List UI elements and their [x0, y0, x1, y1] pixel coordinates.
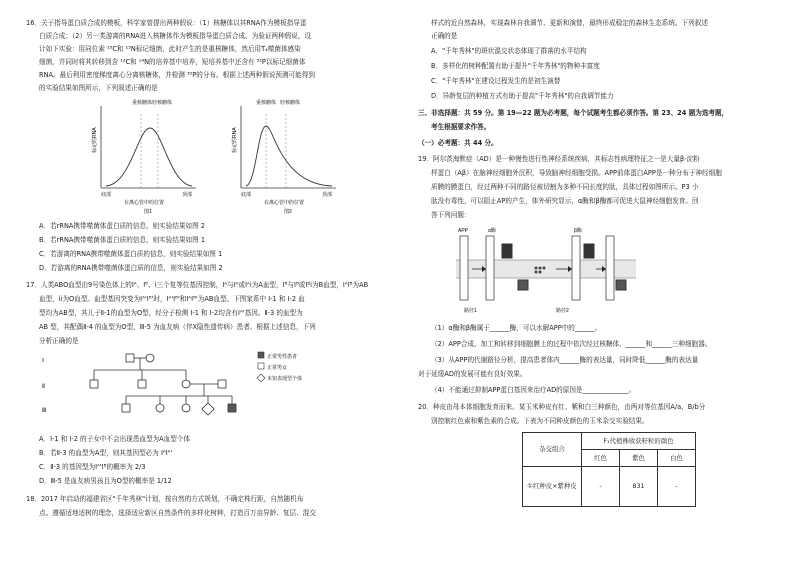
- q17-line-2: 血型，ii为O血型。血型基因突变为Iᴬ'Iᴮ'时，Iᴬ'Iᴮ'和IᴬIᴮ'为AB血型。下图家系中 I-1 和 I-2 血: [39, 295, 305, 303]
- table-subheader-red: 红色: [582, 450, 620, 467]
- individual-III-5: [228, 404, 236, 412]
- q17-line-5: 分析正确的是: [39, 337, 79, 345]
- q16-line-1: 16．关于指导蛋白质合成的模板，科学家曾提出两种假说：（1）核糖体以其RNA作为模板指导蛋: [26, 19, 307, 27]
- fig1-bottom: 底部: [101, 192, 112, 198]
- q18-option-c: C．"千年秀林"在建设过程发生的是初生演替: [431, 77, 561, 85]
- individual-I-2: [146, 354, 154, 362]
- q16-option-c: C．若游离的RNA携带噬菌体蛋白质的信息，则实验结果如图 1: [39, 250, 223, 258]
- fig2-caption: 图2: [284, 209, 292, 215]
- diagram-label-beta: β酶: [574, 228, 582, 234]
- gen-label-1: I: [42, 358, 44, 364]
- individual-III-2: [156, 404, 164, 412]
- pedigree-chart: [42, 348, 372, 426]
- table-cell-cross-name: ①红种皮×紫种皮: [523, 467, 582, 507]
- q19-line-5: 答下列问题：: [431, 211, 471, 219]
- q20-line-1: 20．种皮由母本体细胞发育而来。某玉米种皮有红、紫和白三种颜色，由两对等位基因A/a、B/b分: [418, 403, 706, 411]
- table-cell-red: -: [582, 467, 620, 507]
- q19-line-2: 样蛋白（Aβ）在脑神经细胞外沉积，导致脑神经细胞受损。APP前体蛋白APP是一种分布于神经细胞: [431, 169, 722, 177]
- q18-cont-line-2: 正确的是: [431, 32, 458, 40]
- section-3-heading-2: 考生根据要求作答。: [431, 123, 491, 131]
- diagram-label-alpha: α酶: [488, 228, 496, 234]
- legend-unknown: 未知表现型个体: [267, 376, 303, 382]
- q18-cont-line-1: 样式的近自然森林，实现森林自我调节、更新和演替，最终形成稳定的森林生态系统。下列叙述: [431, 19, 708, 27]
- table-subheader-purple: 紫色: [620, 450, 658, 467]
- q19-sub-3b: 对于延缓AD的发展可能有良好效果。: [418, 370, 527, 378]
- table-header-cross: 杂交组合: [523, 433, 582, 467]
- q16-line-3: 计如下实验：用同位素 ¹⁵C和 ¹⁵N标记细菌，此时产生的是重核糖体，然后用T₄噬菌体感染: [39, 45, 301, 53]
- q16-line-2: 白质合成；（2）另一类游离的RNA进入核糖体作为模板指导蛋白质合成。为验证两种假说，设: [39, 32, 312, 40]
- table-cell-purple: 831: [620, 467, 658, 507]
- gen-label-3: Ⅲ: [42, 408, 47, 414]
- fig2-bottom: 底部: [241, 192, 252, 198]
- q17-option-b: B．若Ⅱ-3 的血型为A型，则其基因型必为 IᴬIᴬ': [39, 449, 173, 457]
- q18-option-a: A．"千年秀林"的斑状混交状态体现了群落的水平结构: [431, 47, 587, 55]
- individual-III-4: [202, 403, 214, 415]
- individual-II-1: [90, 380, 98, 388]
- section-3-sub: （一）必考题：共 44 分。: [418, 139, 498, 147]
- fig1-caption: 图1: [144, 209, 152, 215]
- fig2-peak-2: 轻核糖体: [280, 100, 301, 106]
- individual-II-4: [218, 380, 226, 388]
- table-header-group: F₁代植株收获籽粒的颜色: [582, 433, 696, 450]
- q18-line-2: 点。遵循适地适树的理念，选择适应新区自然条件的多样化树种，打造百万亩异龄、复层、混交: [39, 509, 316, 517]
- q17-option-d: D．Ⅲ-5 是血友病男孩且为O型的概率是 1/12: [39, 477, 172, 485]
- q16-option-a: A．若rRNA携带噬菌体蛋白质的信息，则实验结果如图 2: [39, 222, 206, 230]
- q17-line-1: 17．人类ABO血型由9号染色体上的Iᴬ、Iᴮ、i三个复等位基因控制，Iᴬ与Iᴬ或Iᴬi为A血型，Iᴮ与Iᴮ或Iᴮi为B血型，IᴬIᴮ为AB: [26, 281, 369, 289]
- q19-sub-3: （3）从APP的代谢路径分析，提高患者体内______酶的表达量，同时降低______酶的表达量: [431, 356, 699, 364]
- individual-I-1: [126, 354, 134, 362]
- table-cell-white: -: [658, 467, 696, 507]
- fig1-xlabel: 在离心管中的位置: [124, 200, 165, 206]
- q20-line-2: 别控制红色素和紫色素的合成。下表为不同种皮颜色的玉米杂交实验结果。: [431, 417, 649, 425]
- individual-III-3: [182, 404, 190, 412]
- fig2-ylabel: 标记的RNA: [232, 127, 238, 153]
- q16-line-6: 的实验结果如图所示，下列叙述正确的是: [39, 84, 158, 92]
- fig1-ylabel: 标记的RNA: [92, 127, 98, 153]
- legend-normal: 正常男女: [267, 365, 288, 371]
- q19-sub-2: （2）APP合成、加工和转移到细胞膜上的过程中依次经过核糖体、______和______三种细胞器。: [431, 340, 712, 348]
- individual-II-3: [182, 380, 190, 388]
- diagram-label-path1: 路径1: [464, 308, 477, 314]
- q18-option-b: B．多样化的树种配置有助于提升"千年秀林"的物种丰富度: [431, 62, 600, 70]
- section-3-heading: 三、非选择题：共 59 分。第 19—22 题为必考题，每个试题考生都必须作答。第 23、24 题为选考题，: [418, 109, 729, 117]
- q18-option-d: D．异龄复层的种植方式有助于提高"千年秀林"的自我调节能力: [431, 92, 614, 100]
- q16-line-5: RNA。最后利用密度梯度离心分离核糖体，并检测 ³²P的分布。根据上述两种假说预测可能得到: [39, 71, 315, 79]
- q17-option-a: A．I-1 和 I-2 的子女中不会出现患血型为A血型个体: [39, 435, 191, 443]
- figure-2: [226, 96, 346, 216]
- q19-sub-1: （1）α酶和β酶属于______酶，可以水解APP中的______。: [431, 324, 602, 332]
- left-column: [26, 0, 386, 562]
- q18-line-1: 18．2017 年启动的福建省区"千年秀林"计划，按自然的方式规划，不确定株行距，自然随机布: [26, 495, 304, 503]
- fig1-peak-1: 重核糖体: [132, 100, 153, 106]
- q16-option-b: B．若rRNA携带噬菌体蛋白质的信息，则实验结果如图 1: [39, 236, 206, 244]
- diagram-label-path2: 路径2: [556, 308, 569, 314]
- figure-1: [86, 96, 206, 216]
- q19-line-4: 肽没有毒性，可以阻止AP的产生，体外研究显示，α酶和β酶都可促进大鼠神经细胞发育。回: [431, 197, 699, 205]
- legend-affected: 正常男性患者: [267, 354, 298, 360]
- q19-sub-4: （4）不能通过抑制APP蛋白基因来治疗AD的原因是______________。: [431, 386, 636, 394]
- q17-line-3: 型均为AB型，其儿子Ⅱ-1的血型为O型，经分子检测 I-1 和 I-2均含有Iᴬ'基因。Ⅱ-3 的血型为: [39, 309, 303, 317]
- q19-line-1: 19．阿尔茨海默症（AD）是一种慢性进行性神经系统疾病，其标志性病理特征之一是大量β-淀粉: [418, 155, 700, 163]
- app-diagram: [456, 224, 636, 316]
- cross-table: [522, 432, 696, 507]
- fig2-top: 顶部: [322, 192, 333, 198]
- fig1-top: 顶部: [182, 192, 193, 198]
- fig2-peak-1: 重核糖体: [256, 100, 277, 106]
- table-row: [523, 467, 696, 507]
- fig1-peak-2: 轻核糖体: [152, 100, 173, 106]
- right-column: [418, 0, 778, 562]
- q16-option-d: D．若游离的RNA携带噬菌体蛋白质的信息，则实验结果如图 2: [39, 264, 223, 272]
- table-subheader-white: 白色: [658, 450, 696, 467]
- q17-option-c: C．Ⅱ-3 的基因型为Iᴬ'Iᴮ的概率为 2/3: [39, 463, 146, 471]
- gen-label-2: Ⅱ: [42, 384, 45, 390]
- diagram-label-app: APP: [458, 228, 469, 234]
- q17-line-4: AB 型，其配偶Ⅱ-4 的血型为O型，Ⅲ-5 为血友病（伴X隐性遗传病）患者。根据上述信息，下列: [39, 323, 316, 331]
- fig2-xlabel: 在离心管中的位置: [264, 200, 305, 206]
- individual-III-1: [122, 404, 130, 412]
- q16-line-4: 细菌，并同时将其转移到含 ¹²C和 ¹⁴N的培养基中培养，短培养基中还含有 ³²P以标记细菌体: [39, 58, 306, 66]
- individual-II-2: [138, 380, 146, 388]
- q19-line-3: 质膜的膜蛋白，经过两种不同的路径被切割为多种不同长度的肽，具体过程如图所示。P3 小: [431, 183, 699, 191]
